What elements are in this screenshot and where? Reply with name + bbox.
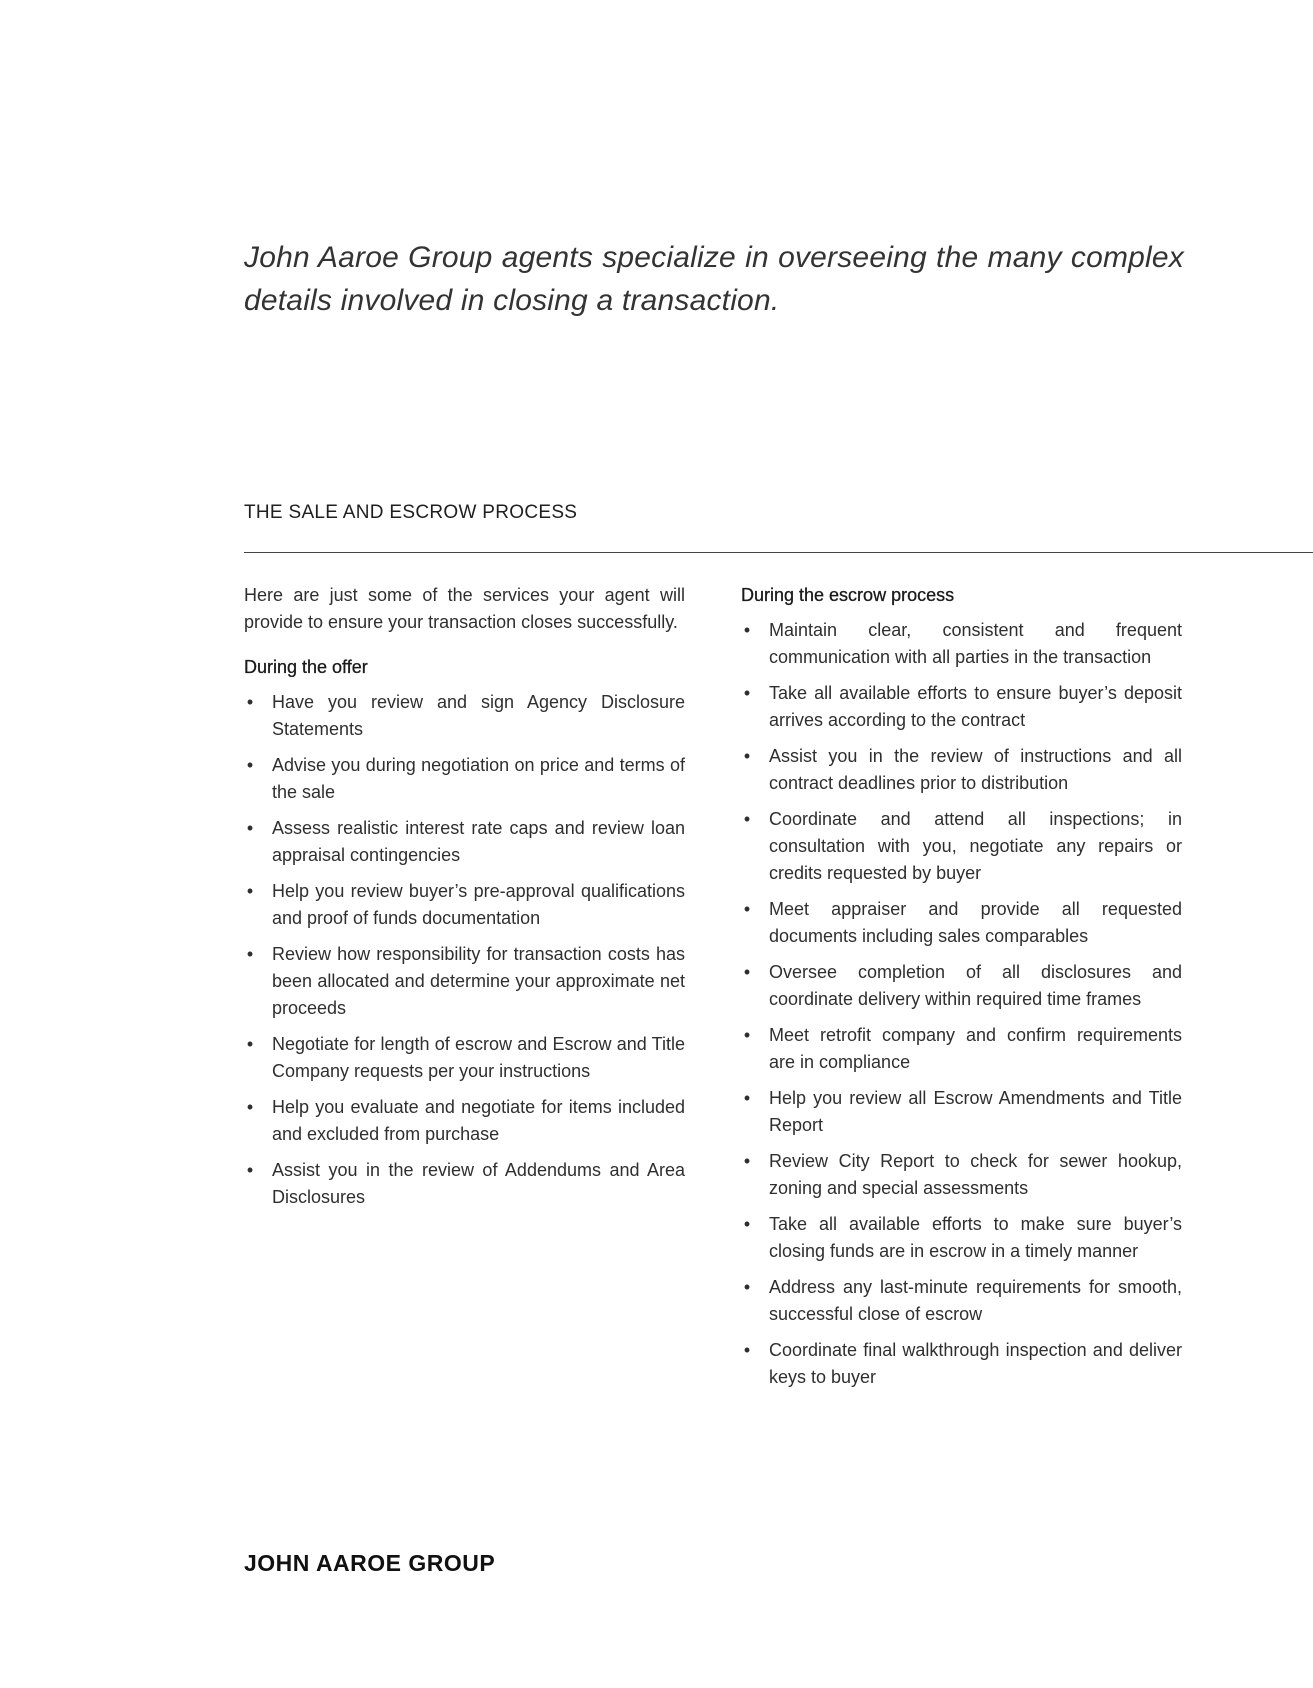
bullet-icon: • (743, 1277, 751, 1297)
brand-logo-text: JOHN AAROE GROUP (244, 1550, 496, 1576)
list-item (244, 1031, 685, 1085)
list-item (244, 689, 685, 743)
list-item (244, 1157, 685, 1211)
list-item-text: Take all available efforts to make sure buyer’s closing funds are in escrow in a timely manner (769, 1214, 1182, 1261)
offer-heading: During the offer (244, 657, 368, 677)
list-item-text: Advise you during negotiation on price and terms of the sale (272, 755, 685, 802)
tagline: John Aaroe Group agents specialize in overseeing the many complex details involved in closing a transaction. (244, 241, 1184, 317)
list-item (244, 815, 685, 869)
bullet-icon: • (743, 899, 751, 919)
list-item (244, 752, 685, 806)
list-item-text: Review City Report to check for sewer hookup, zoning and special assessments (769, 1151, 1182, 1198)
list-item (244, 941, 685, 1022)
list-item-text: Have you review and sign Agency Disclosure Statements (272, 692, 685, 739)
list-item (741, 959, 1182, 1013)
offer-list (244, 689, 685, 1211)
list-item-text: Assist you in the review of Addendums and Area Disclosures (272, 1160, 685, 1207)
list-item-text: Assist you in the review of instructions and all contract deadlines prior to distribution (769, 746, 1182, 793)
bullet-icon: • (246, 1160, 254, 1180)
list-item-text: Meet appraiser and provide all requested documents including sales comparables (769, 899, 1182, 946)
list-item-text: Coordinate and attend all inspections; in consultation with you, negotiate any repairs or credits requested by buyer (769, 809, 1182, 883)
bullet-icon: • (246, 818, 254, 838)
bullet-icon: • (246, 944, 254, 964)
bullet-icon: • (743, 1151, 751, 1171)
bullet-icon: • (743, 620, 751, 640)
bullet-icon: • (246, 1097, 254, 1117)
escrow-heading: During the escrow process (741, 585, 955, 605)
offer-column (244, 582, 685, 1220)
section-title: THE SALE AND ESCROW PROCESS (244, 502, 578, 523)
list-item (741, 617, 1182, 671)
list-item (244, 1094, 685, 1148)
list-item (741, 680, 1182, 734)
list-item-text: Address any last-minute requirements for smooth, successful close of escrow (769, 1277, 1182, 1324)
bullet-icon: • (246, 1034, 254, 1054)
bullet-icon: • (246, 755, 254, 775)
bullet-icon: • (246, 692, 254, 712)
list-item-text: Help you review buyer’s pre-approval qualifications and proof of funds documentation (272, 881, 685, 928)
list-item-text: Assess realistic interest rate caps and review loan appraisal contingencies (272, 818, 685, 865)
list-item (741, 1337, 1182, 1391)
list-item (741, 896, 1182, 950)
list-item (741, 806, 1182, 887)
list-item-text: Review how responsibility for transaction costs has been allocated and determine your approximate net proceeds (272, 944, 685, 1018)
list-item-text: Oversee completion of all disclosures and coordinate delivery within required time frames (769, 962, 1182, 1009)
bullet-icon: • (743, 683, 751, 703)
bullet-icon: • (743, 746, 751, 766)
bullet-icon: • (743, 962, 751, 982)
list-item (741, 743, 1182, 797)
list-item (741, 1211, 1182, 1265)
list-item (741, 1085, 1182, 1139)
list-item-text: Take all available efforts to ensure buyer’s deposit arrives according to the contract (769, 683, 1182, 730)
bullet-icon: • (743, 1340, 751, 1360)
bullet-icon: • (743, 1088, 751, 1108)
list-item (741, 1148, 1182, 1202)
list-item-text: Help you review all Escrow Amendments and Title Report (769, 1088, 1182, 1135)
escrow-list (741, 617, 1182, 1391)
list-item-text: Maintain clear, consistent and frequent communication with all parties in the transaction (769, 620, 1182, 667)
list-item-text: Help you evaluate and negotiate for items included and excluded from purchase (272, 1097, 685, 1144)
list-item (741, 1022, 1182, 1076)
list-item (741, 1274, 1182, 1328)
list-item-text: Meet retrofit company and confirm requirements are in compliance (769, 1025, 1182, 1072)
intro-paragraph: Here are just some of the services your agent will provide to ensure your transaction closes successfully. (244, 585, 685, 632)
bullet-icon: • (743, 809, 751, 829)
list-item-text: Negotiate for length of escrow and Escrow and Title Company requests per your instructions (272, 1034, 685, 1081)
escrow-column (741, 582, 1182, 1400)
bullet-icon: • (743, 1025, 751, 1045)
list-item-text: Coordinate final walkthrough inspection and deliver keys to buyer (769, 1340, 1182, 1387)
list-item (244, 878, 685, 932)
bullet-icon: • (246, 881, 254, 901)
section-divider (244, 552, 1313, 553)
bullet-icon: • (743, 1214, 751, 1234)
